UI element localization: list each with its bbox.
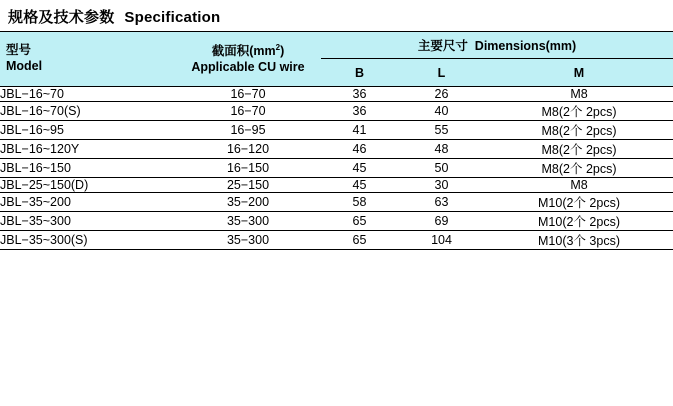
cell-model: JBL−16~95 — [0, 121, 175, 140]
cell-m: M8(2个 2pcs) — [485, 121, 673, 140]
cell-l: 104 — [398, 231, 485, 250]
cell-m: M10(2个 2pcs) — [485, 212, 673, 231]
cell-m: M10(2个 2pcs) — [485, 193, 673, 212]
header-model — [0, 32, 175, 87]
cell-b: 46 — [321, 140, 398, 159]
cell-b: 65 — [321, 231, 398, 250]
cell-b: 45 — [321, 159, 398, 178]
cell-cu: 16−120 — [175, 140, 321, 159]
header-dimensions-en: Dimensions(mm) — [474, 39, 577, 53]
cell-l: 50 — [398, 159, 485, 178]
table-row — [0, 87, 673, 102]
table-row — [0, 178, 673, 193]
header-col-m: M — [485, 59, 673, 87]
table-row — [0, 121, 673, 140]
cell-model: JBL−16~150 — [0, 159, 175, 178]
header-cu-wire — [175, 32, 321, 87]
table-row — [0, 193, 673, 212]
header-dimensions — [321, 32, 673, 59]
cell-model: JBL−16~120Y — [0, 140, 175, 159]
table-row — [0, 140, 673, 159]
header-cu-en: Applicable CU wire — [191, 59, 305, 74]
cell-b: 41 — [321, 121, 398, 140]
header-col-l: L — [398, 59, 485, 87]
header-dimensions-zh: 主要尺寸 — [417, 39, 468, 53]
cell-b: 36 — [321, 87, 398, 102]
cell-l: 48 — [398, 140, 485, 159]
cell-b: 36 — [321, 102, 398, 121]
page-title-zh: 规格及技术参数 — [8, 9, 115, 26]
cell-m: M10(3个 3pcs) — [485, 231, 673, 250]
table-row — [0, 231, 673, 250]
cell-cu: 25−150 — [175, 178, 321, 193]
cell-m: M8(2个 2pcs) — [485, 159, 673, 178]
header-cu-zh: 截面积$(mm^2)$ — [211, 42, 285, 58]
page-title — [0, 0, 673, 31]
cell-cu: 16−70 — [175, 87, 321, 102]
cell-l: 26 — [398, 87, 485, 102]
table-header-row-1 — [0, 32, 673, 59]
specification-table — [0, 31, 673, 250]
cell-cu: 35−300 — [175, 212, 321, 231]
cell-m: M8 — [485, 178, 673, 193]
cell-l: 40 — [398, 102, 485, 121]
cell-m: M8(2个 2pcs) — [485, 140, 673, 159]
table-row — [0, 159, 673, 178]
page-title-en: Specification — [124, 9, 221, 26]
header-cu-superscript: 2 — [275, 42, 281, 52]
table-body — [0, 87, 673, 250]
table-row — [0, 102, 673, 121]
cell-b: 58 — [321, 193, 398, 212]
cell-model: JBL−16~70(S) — [0, 102, 175, 121]
cell-model: JBL−35~200 — [0, 193, 175, 212]
cell-model: JBL−16~70 — [0, 87, 175, 102]
header-col-b: B — [321, 59, 398, 87]
cell-model: JBL−25~150(D) — [0, 178, 175, 193]
cell-cu: 16−70 — [175, 102, 321, 121]
cell-l: 55 — [398, 121, 485, 140]
cell-l: 30 — [398, 178, 485, 193]
cell-m: M8(2个 2pcs) — [485, 102, 673, 121]
cell-b: 45 — [321, 178, 398, 193]
cell-cu: 35−200 — [175, 193, 321, 212]
cell-cu: 16−150 — [175, 159, 321, 178]
cell-l: 69 — [398, 212, 485, 231]
cell-model: JBL−35~300(S) — [0, 231, 175, 250]
cell-cu: 35−300 — [175, 231, 321, 250]
cell-model: JBL−35~300 — [0, 212, 175, 231]
table-row — [0, 212, 673, 231]
cell-l: 63 — [398, 193, 485, 212]
cell-b: 65 — [321, 212, 398, 231]
cell-cu: 16−95 — [175, 121, 321, 140]
cell-m: M8 — [485, 87, 673, 102]
header-model-en: Model — [6, 59, 43, 73]
header-model-zh: 型号 — [6, 43, 32, 58]
